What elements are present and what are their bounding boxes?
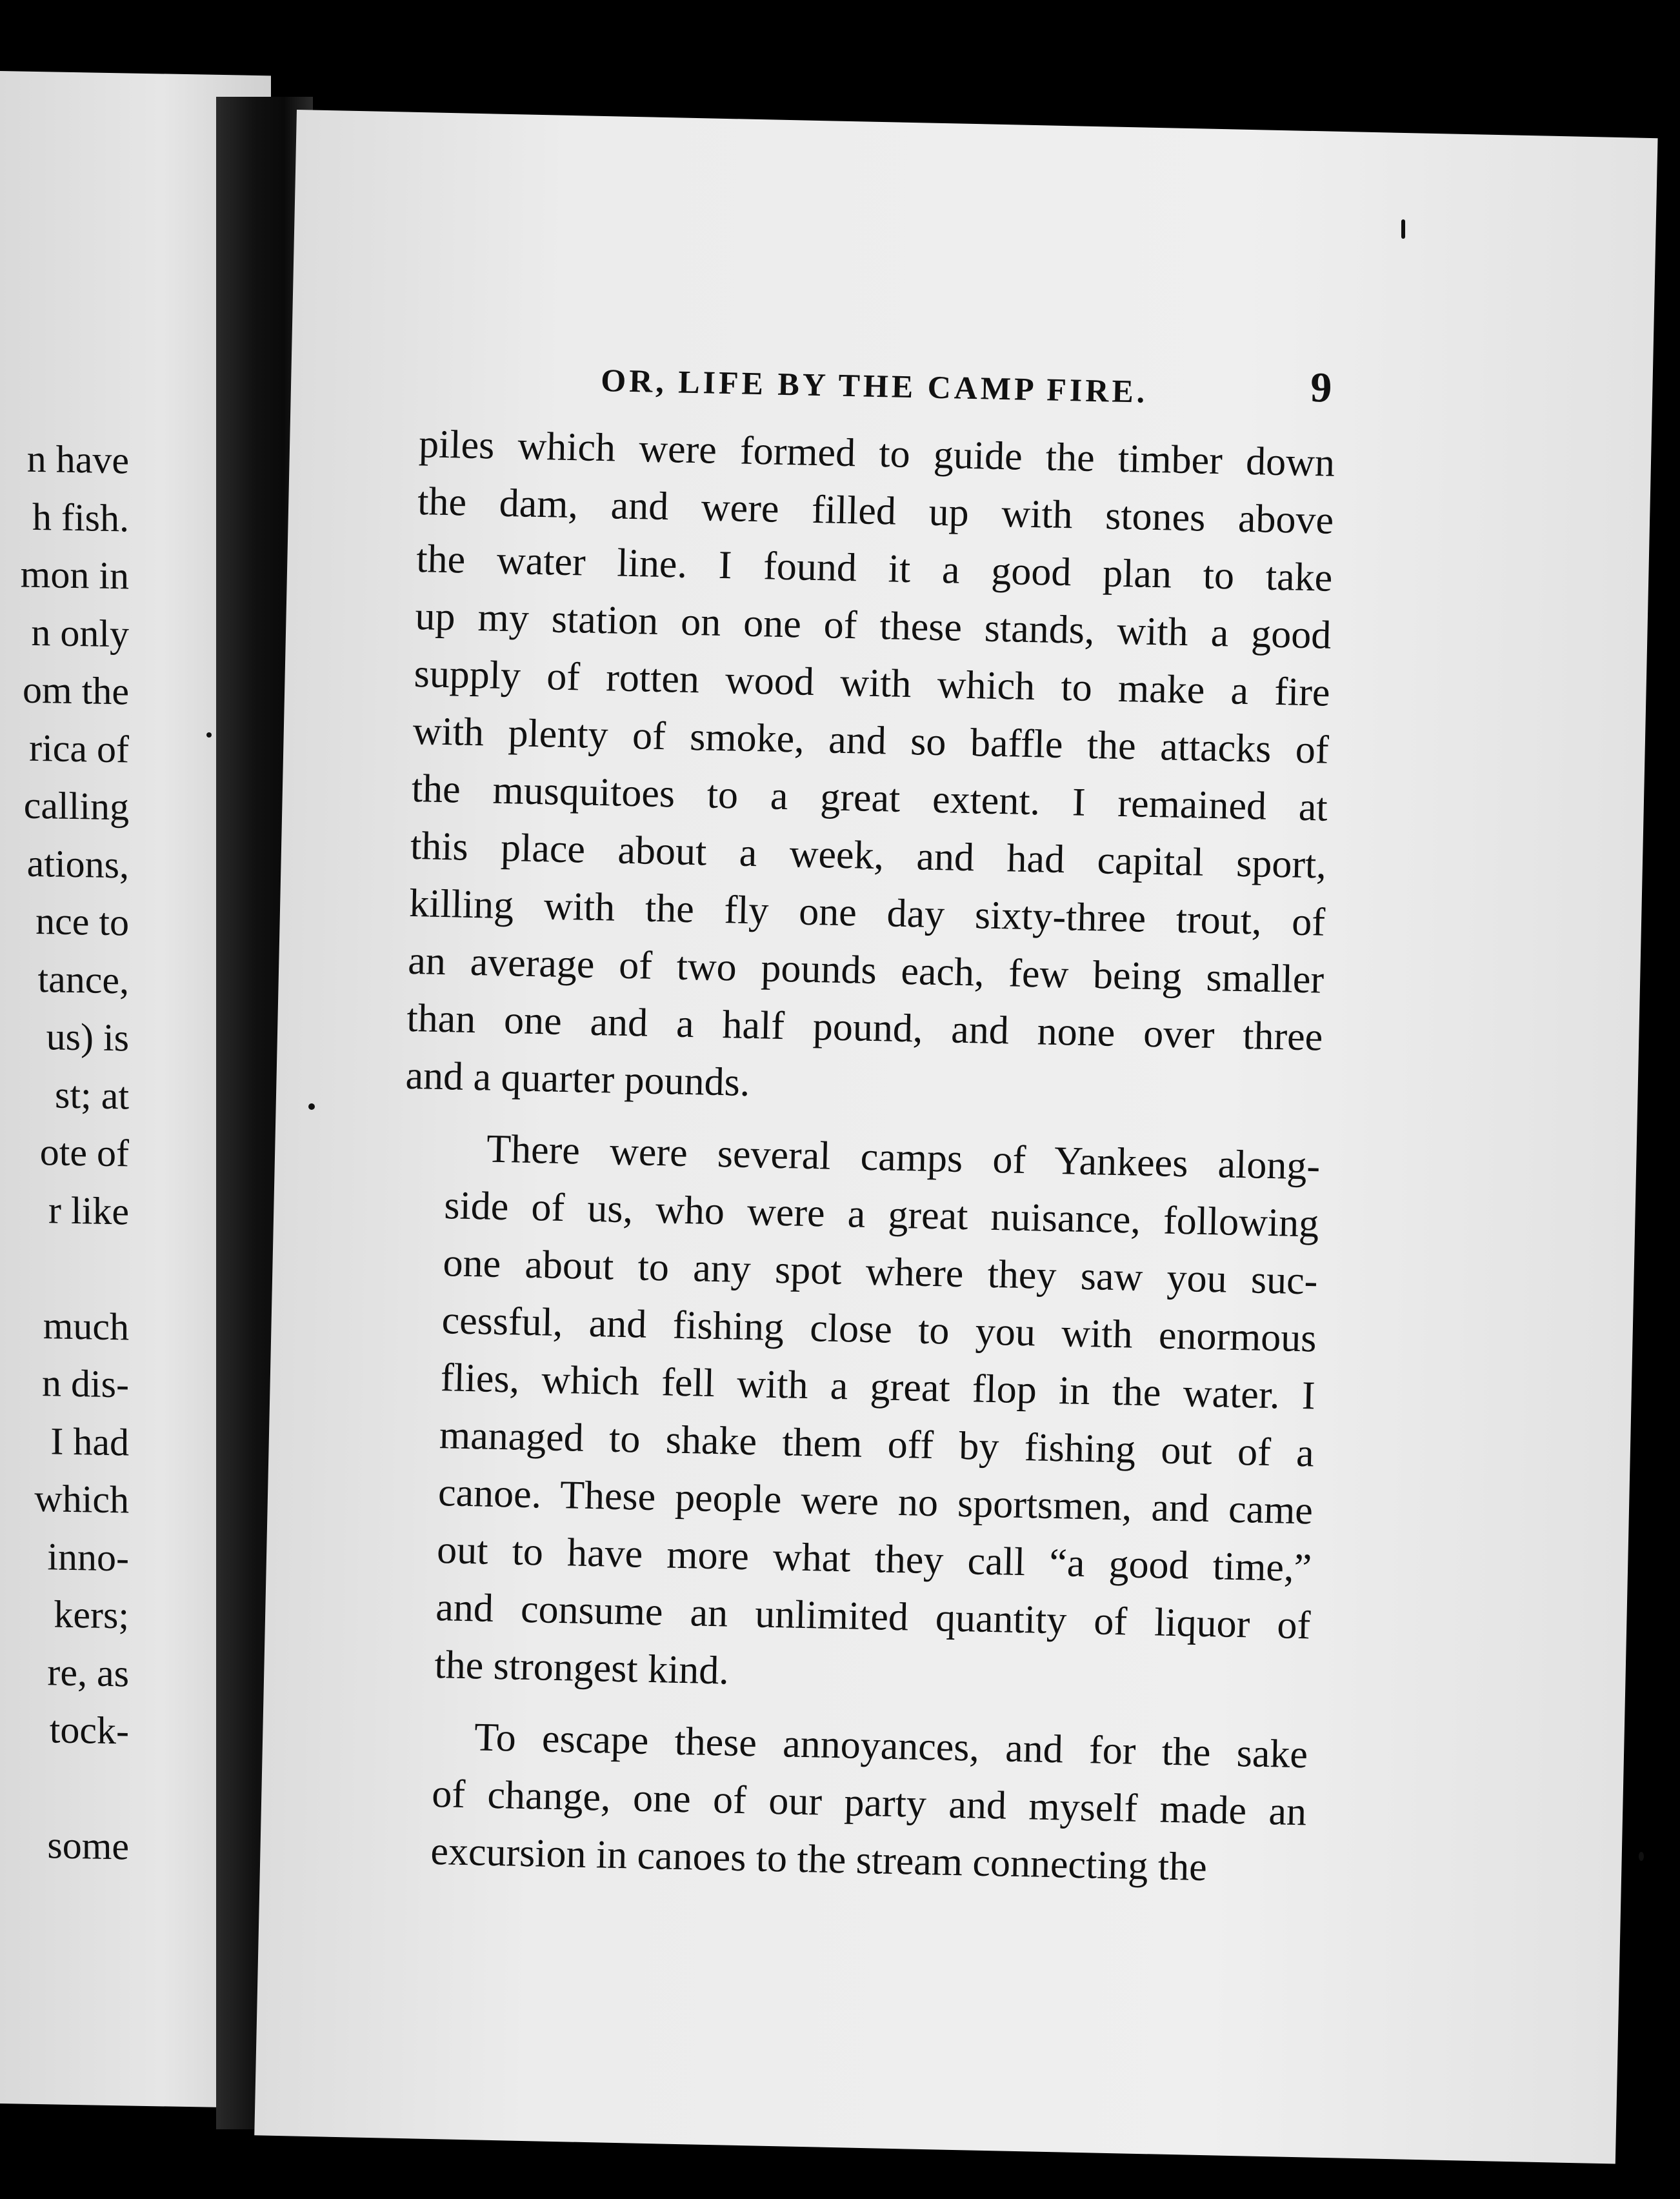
right-page <box>254 110 1657 2164</box>
left-page-line: inno- <box>47 1534 129 1579</box>
text-line: than one and a half pound, and none over three <box>406 996 1323 1059</box>
left-page-line <box>0 1247 129 1249</box>
left-page-line: st; at <box>55 1072 129 1117</box>
text-line: There were several camps of Yankees along- <box>486 1127 1321 1189</box>
left-page-line: n only <box>31 610 129 655</box>
text-line: the dam, and were filled up with stones above <box>417 479 1334 543</box>
text-line: out to have more what they call “a good time,” <box>436 1528 1312 1591</box>
paragraph <box>405 416 1335 1124</box>
page-number: 9 <box>1310 364 1333 412</box>
left-page-line: n have <box>26 437 129 482</box>
left-page-line: tock- <box>49 1708 129 1752</box>
text-line: supply of rotten wood with which to make a fire <box>414 652 1331 715</box>
text-line: of change, one of our party and myself made an <box>431 1771 1307 1834</box>
left-page-line: om the <box>23 668 129 713</box>
text-line: and consume an unlimited quantity of liquor of <box>435 1585 1311 1648</box>
left-page-line: h fish. <box>32 495 129 539</box>
left-page-line: tance, <box>37 957 129 1001</box>
dust-speck <box>206 732 212 738</box>
text-line: canoe. These people were no sportsmen, and came <box>437 1471 1314 1533</box>
left-page-line: ote of <box>39 1130 129 1175</box>
dust-speck <box>1401 219 1405 239</box>
left-page-line: kers; <box>54 1592 129 1637</box>
left-page-line: r like <box>48 1188 129 1232</box>
left-page-line: rica of <box>29 726 129 770</box>
text-line: and a quarter pounds. <box>405 1053 751 1105</box>
left-page-text <box>0 71 271 1868</box>
left-page-line: re, as <box>47 1650 129 1694</box>
text-line: this place about a week, and had capital sport, <box>410 823 1327 887</box>
running-head: OR, LIFE BY THE CAMP FIRE. <box>600 361 1148 410</box>
text-line: the musquitoes to a great extent. I remained at <box>411 766 1328 830</box>
left-page-line <box>0 1767 129 1769</box>
left-page-line: much <box>43 1303 129 1348</box>
dust-speck <box>1639 1852 1644 1861</box>
text-line: up my station on one of these stands, with a good <box>414 594 1332 658</box>
left-page-line: some <box>47 1823 129 1868</box>
text-line: killing with the fly one day sixty-three trout, of <box>408 881 1326 945</box>
text-line: an average of two pounds each, few being smaller <box>407 938 1325 1002</box>
left-page-line: I had <box>50 1419 129 1463</box>
text-line: the strongest kind. <box>434 1643 730 1693</box>
text-line: with plenty of smoke, and so baffle the attacks of <box>412 708 1330 772</box>
body-text <box>388 416 1335 1913</box>
left-page-line: calling <box>23 783 129 828</box>
text-line: side of us, who were a great nuisance, following <box>443 1183 1319 1246</box>
text-line: To escape these annoyances, and for the sake <box>474 1715 1308 1777</box>
text-line: cessful, and fishing close to you with enormous <box>441 1298 1317 1361</box>
dust-speck <box>308 1103 315 1110</box>
left-page-line: which <box>34 1476 129 1521</box>
text-line: piles which were formed to guide the timber down <box>418 422 1335 485</box>
left-page-line: n dis- <box>42 1361 129 1406</box>
text-line: flies, which fell with a great flop in the water. I <box>440 1356 1316 1418</box>
text-line: managed to shake them off by fishing out of a <box>439 1413 1315 1476</box>
left-page-line: mon in <box>20 552 129 597</box>
text-line: the water line. I found it a good plan to take <box>415 537 1333 600</box>
left-page-line: us) is <box>46 1015 129 1059</box>
left-page-line: ations, <box>26 841 129 886</box>
text-line: excursion in canoes to the stream connecting the <box>430 1829 1208 1890</box>
paragraph <box>393 1119 1321 1712</box>
text-line: one about to any spot where they saw you suc- <box>442 1241 1319 1303</box>
left-page-line: nce to <box>35 899 129 944</box>
paragraph <box>389 1707 1308 1899</box>
